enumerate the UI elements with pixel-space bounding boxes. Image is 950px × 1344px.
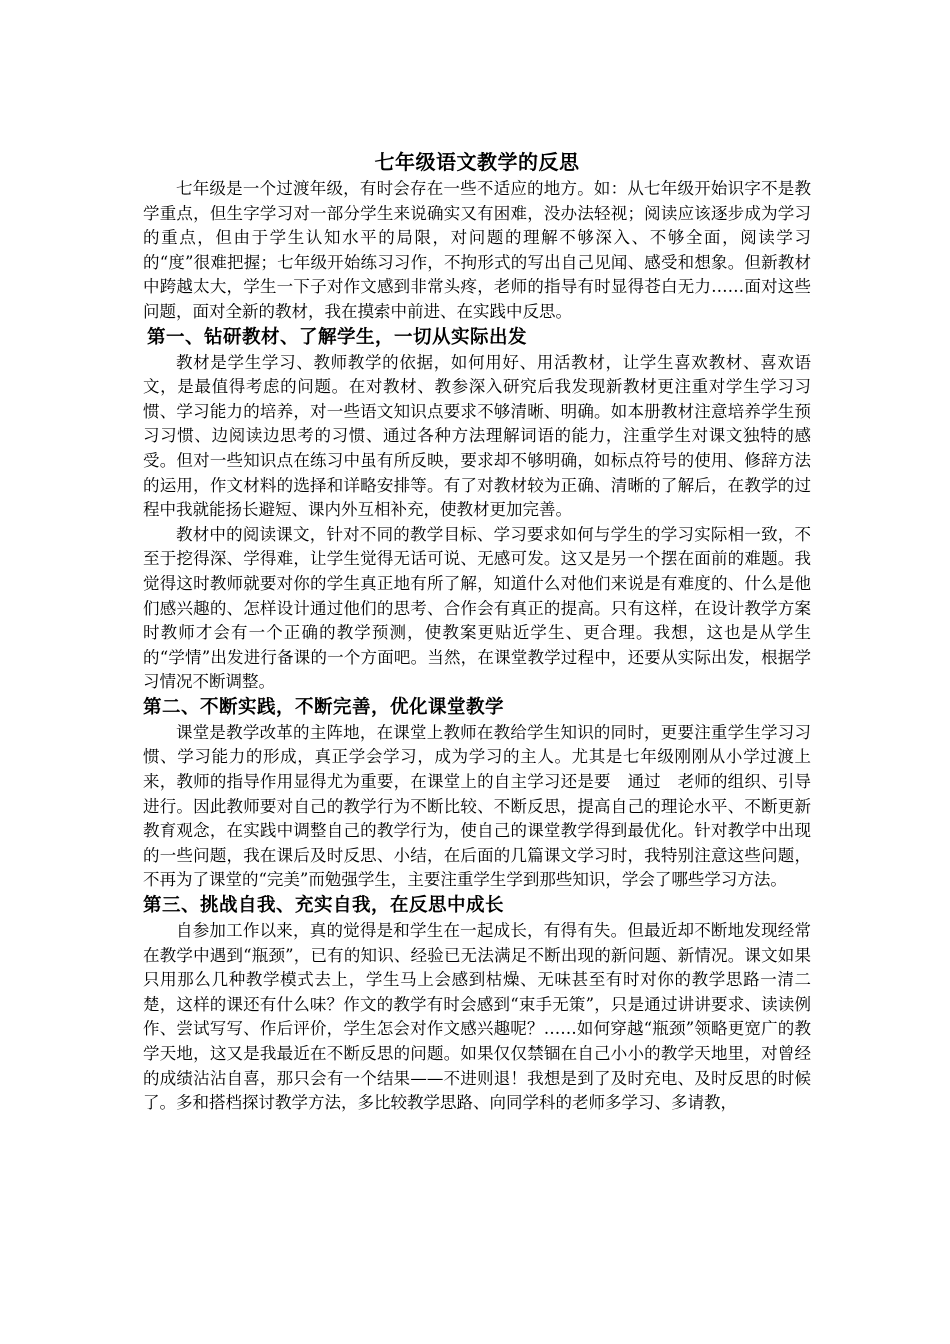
section-2-heading: 第二、不断实践，不断完善，优化课堂教学 bbox=[143, 696, 505, 718]
intro-paragraph: 七年级是一个过渡年级，有时会存在一些不适应的地方。如：从七年级开始识字不是教学重点，但生字学习对一部分学生来说确实又有困难，没办法轻视；阅读应该逐步成为学习的重点，但由于学生认知水平的局限，对问题的理解不够深入、不够全面，阅读学习的“度”很难把握；七年级开始练习习作，不拘形式的写出自己见闻、感受和想象。但新教材中跨越太大，学生一下子对作文感到非常头疼，老师的指导有时显得苍白无力……面对这些问题，面对全新的教材，我在摸索中前进、在实践中反思。 bbox=[143, 179, 811, 321]
section-3-paragraph-1: 自参加工作以来，真的觉得是和学生在一起成长，有得有失。但最近却不断地发现经常在教学中遇到“瓶颈”，已有的知识、经验已无法满足不断出现的新问题、新情况。课文如果只用那么几种教学模式去上，学生马上会感到枯燥、无味甚至有时对你的教学思路一清二楚，这样的课还有什么味？作文的教学有时会感到“束手无策”，只是通过讲讲要求、读读例作、尝试写写、作后评价，学生怎会对作文感兴趣呢？……如何穿越“瓶颈”领略更宽广的教学天地，这又是我最近在不断反思的问题。如果仅仅禁锢在自己小小的教学天地里，对曾经的成绩沾沾自喜，那只会有一个结果——不进则退！我想是到了及时充电、及时反思的时候了。多和搭档探讨教学方法，多比较教学思路、向同学科的老师多学习、多请教， bbox=[143, 921, 811, 1113]
section-1-paragraph-2: 教材中的阅读课文，针对不同的教学目标、学习要求如何与学生的学习实际相一致，不至于挖得深、学得难，让学生觉得无话可说、无感可发。这又是另一个摆在面前的难题。我觉得这时教师就要对你的学生真正地有所了解，知道什么对他们来说是有难度的、什么是他们感兴趣的、怎样设计通过他们的思考、合作会有真正的提高。只有这样，在设计教学方案时教师才会有一个正确的教学预测，使教案更贴近学生、更合理。我想，这也是从学生的“学情”出发进行备课的一个方面吧。当然，在课堂教学过程中，还要从实际出发，根据学习情况不断调整。 bbox=[143, 524, 811, 692]
section-1-heading: 第一、钻研教材、了解学生，一切从实际出发 bbox=[147, 326, 528, 348]
document-title: 七年级语文教学的反思 bbox=[374, 150, 580, 174]
section-3-heading: 第三、挑战自我、充实自我，在反思中成长 bbox=[143, 895, 505, 917]
section-2-paragraph-1: 课堂是教学改革的主阵地，在课堂上教师在教给学生知识的同时，更要注重学生学习习惯、学习能力的形成，真正学会学习，成为学习的主人。尤其是七年级刚刚从小学过渡上来，教师的指导作用显得尤为重要，在课堂上的自主学习还是要 通过 老师的组织、引导进行。因此教师要对自己的教学行为不断比较、不断反思，提高自己的理论水平、不断更新教育观念，在实践中调整自己的教学行为，使自己的课堂教学得到最优化。针对教学中出现的一些问题，我在课后及时反思、小结，在后面的几篇课文学习时，我特别注意这些问题，不再为了课堂的“完美”而勉强学生，主要注重学生学到那些知识，学会了哪些学习方法。 bbox=[143, 722, 811, 890]
section-1-paragraph-1: 教材是学生学习、教师教学的依据，如何用好、用活教材，让学生喜欢教材、喜欢语文，是最值得考虑的问题。在对教材、教参深入研究后我发现新教材更注重对学生学习习惯、学习能力的培养，对一些语文知识点要求不够清晰、明确。如本册教材注意培养学生预习习惯、边阅读边思考的习惯、通过各种方法理解词语的能力，注重学生对课文独特的感受。但对一些知识点在练习中虽有所反映，要求却不够明确，如标点符号的使用、修辞方法的运用，作文材料的选择和详略安排等。有了对教材较为正确、清晰的了解后，在教学的过程中我就能扬长避短、课内外互相补充，使教材更加完善。 bbox=[143, 352, 811, 520]
document-page bbox=[143, 147, 811, 1116]
